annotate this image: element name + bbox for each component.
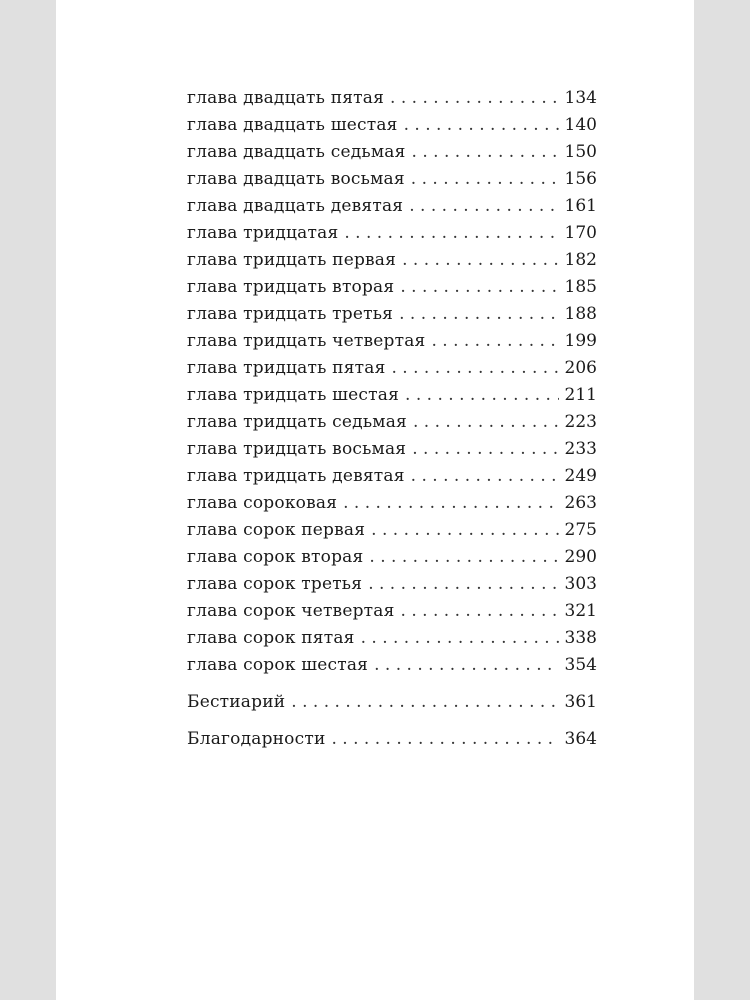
toc-entry-bestiary xyxy=(187,689,597,716)
dot-leader xyxy=(343,490,558,517)
toc-entry-page: 233 xyxy=(564,439,597,459)
toc-entry-title: глава тридцатая xyxy=(187,223,339,243)
dot-leader xyxy=(291,689,558,716)
toc-entry-page: 140 xyxy=(564,115,597,135)
dot-leader xyxy=(390,85,559,112)
toc-entry-title: глава тридцать девятая xyxy=(187,466,405,486)
dot-leader xyxy=(412,139,559,166)
dot-leader xyxy=(402,247,558,274)
toc-entry-title: глава двадцать восьмая xyxy=(187,169,405,189)
dot-leader xyxy=(399,301,558,328)
toc-entry-title: глава сорок пятая xyxy=(187,628,355,648)
toc-entry xyxy=(187,625,597,652)
toc-entry-page: 275 xyxy=(564,520,597,540)
toc-entry xyxy=(187,328,597,355)
dot-leader xyxy=(368,571,558,598)
dot-leader xyxy=(369,544,558,571)
dot-leader xyxy=(404,112,559,139)
toc-entry-acknowledgements xyxy=(187,726,597,753)
dot-leader xyxy=(400,274,558,301)
dot-leader xyxy=(409,193,558,220)
toc-entry-title: глава сорок шестая xyxy=(187,655,369,675)
toc-entry-title: Бестиарий xyxy=(187,692,286,712)
toc-entry-page: 185 xyxy=(564,277,597,297)
toc-entry xyxy=(187,571,597,598)
toc-entry-title: глава двадцать пятая xyxy=(187,88,385,108)
toc-entry-page: 223 xyxy=(564,412,597,432)
toc-entry xyxy=(187,166,597,193)
toc-entry-page: 249 xyxy=(564,466,597,486)
dot-leader xyxy=(413,409,559,436)
toc-entry-page: 206 xyxy=(564,358,597,378)
toc-entry xyxy=(187,193,597,220)
toc-entry xyxy=(187,301,597,328)
dot-leader xyxy=(371,517,558,544)
toc-entry-page: 161 xyxy=(564,196,597,216)
toc-entry-page: 150 xyxy=(564,142,597,162)
toc-entry xyxy=(187,544,597,571)
toc-entry xyxy=(187,85,597,112)
toc-entry-page: 338 xyxy=(564,628,597,648)
book-page xyxy=(56,0,694,1000)
toc-entry-page: 321 xyxy=(564,601,597,621)
toc-entry-page: 170 xyxy=(564,223,597,243)
toc-entry-page: 199 xyxy=(564,331,597,351)
toc-entry-page: 156 xyxy=(564,169,597,189)
dot-leader xyxy=(411,166,559,193)
toc-entry-page: 364 xyxy=(564,729,597,749)
toc-entry xyxy=(187,409,597,436)
toc-entry-title: глава тридцать шестая xyxy=(187,385,400,405)
dot-leader xyxy=(405,382,559,409)
toc-entry xyxy=(187,355,597,382)
toc-entry-title: глава сорок вторая xyxy=(187,547,364,567)
toc-entry xyxy=(187,220,597,247)
toc-entry-title: глава сороковая xyxy=(187,493,338,513)
dot-leader xyxy=(344,220,558,247)
toc-entry-page: 211 xyxy=(564,385,597,405)
dot-leader xyxy=(374,652,558,679)
toc-entry-title: глава тридцать вторая xyxy=(187,277,395,297)
toc-entry-page: 263 xyxy=(564,493,597,513)
toc-entry-page: 361 xyxy=(564,692,597,712)
dot-leader xyxy=(392,355,559,382)
toc-entry-page: 290 xyxy=(564,547,597,567)
dot-leader xyxy=(412,436,558,463)
toc-entry xyxy=(187,274,597,301)
table-of-contents xyxy=(187,85,597,753)
toc-entry xyxy=(187,490,597,517)
dot-leader xyxy=(331,726,558,753)
toc-entry xyxy=(187,139,597,166)
toc-entry-page: 188 xyxy=(564,304,597,324)
toc-entry-title: глава тридцать третья xyxy=(187,304,394,324)
toc-entry-title: глава двадцать девятая xyxy=(187,196,404,216)
toc-entry-title: глава двадцать седьмая xyxy=(187,142,406,162)
toc-entry-title: глава двадцать шестая xyxy=(187,115,398,135)
toc-entry-title: глава сорок четвертая xyxy=(187,601,395,621)
toc-entry-title: глава тридцать первая xyxy=(187,250,397,270)
toc-entry-title: глава сорок первая xyxy=(187,520,366,540)
toc-entry-title: глава тридцать пятая xyxy=(187,358,386,378)
toc-entry-title: глава тридцать седьмая xyxy=(187,412,407,432)
toc-entry-title: глава тридцать четвертая xyxy=(187,331,426,351)
toc-entry xyxy=(187,598,597,625)
toc-entry-title: глава сорок третья xyxy=(187,574,363,594)
toc-entry xyxy=(187,247,597,274)
toc-entry-page: 134 xyxy=(564,88,597,108)
toc-entry xyxy=(187,517,597,544)
dot-leader xyxy=(361,625,559,652)
toc-entry-title: глава тридцать восьмая xyxy=(187,439,407,459)
toc-entry xyxy=(187,463,597,490)
toc-entry xyxy=(187,652,597,679)
dot-leader xyxy=(431,328,558,355)
toc-entry-page: 354 xyxy=(564,655,597,675)
toc-entry-title: Благодарности xyxy=(187,729,326,749)
dot-leader xyxy=(411,463,559,490)
toc-entry xyxy=(187,436,597,463)
toc-entry-page: 303 xyxy=(564,574,597,594)
toc-entry-page: 182 xyxy=(564,250,597,270)
toc-entry xyxy=(187,382,597,409)
toc-entry xyxy=(187,112,597,139)
dot-leader xyxy=(401,598,559,625)
